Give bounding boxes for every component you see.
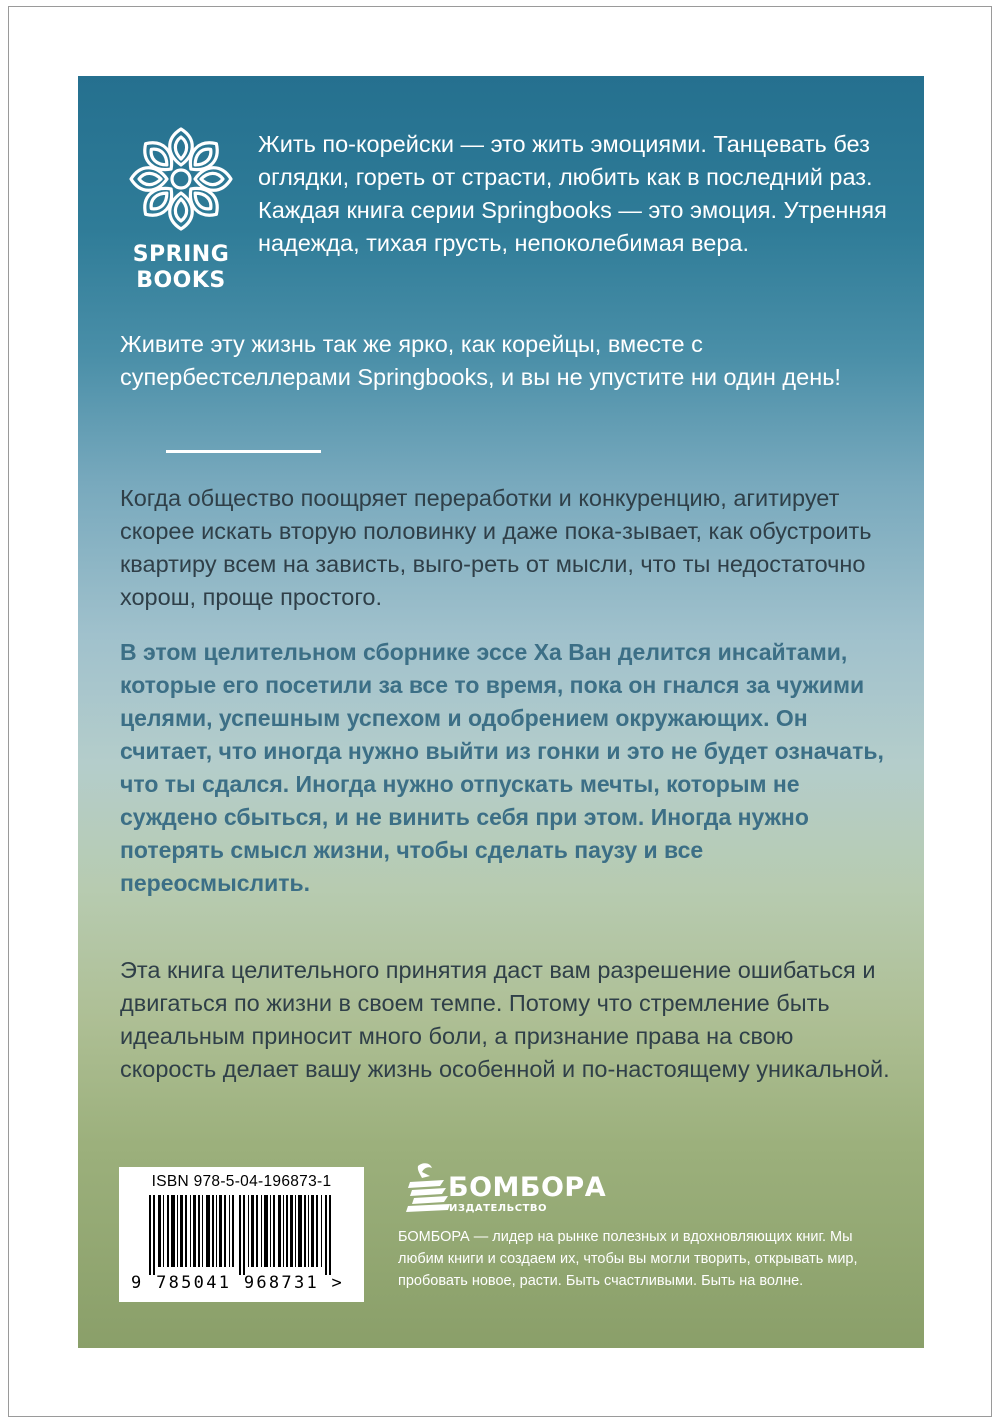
logo-line-books: BOOKS <box>136 268 226 293</box>
annotation-paragraph-2: В этом целительном сборнике эссе Ха Ван делится инсайтами, которые его посетили за все то время, пока он гнался за чужими целями, успешным успехом и одобрением окружающих. Он считает, что иногда нужно выйти из гонки и это не будет означать, что ты сдался. Иногда нужно отпускать мечты, которым не суждено сбыться, и не винить себя при этом. Иногда нужно потерять смысл жизни, чтобы сделать паузу и все переосмыслить. <box>120 639 884 896</box>
annotation-paragraph-3: Эта книга целительного принятия даст вам разрешение ошибаться и двигаться по жизни в своем темпе. Потому что стремление быть идеальным приносит много боли, а признание права на свою скорость делает вашу жизнь особенной и по-настоящему уникальной. <box>120 957 890 1082</box>
isbn-barcode-block <box>119 1167 364 1302</box>
series-intro-text: Жить по-корейски — это жить эмоциями. Танцевать без оглядки, гореть от страсти, любить как в последний раз. Каждая книга серии Springbooks — это эмоция. Утренняя надежда, тихая грусть, непоколебимая вера. <box>258 131 887 256</box>
flower-icon <box>126 124 236 234</box>
divider-line <box>166 450 321 453</box>
series-slogan-text: Живите эту жизнь так же ярко, как корейцы, вместе с супербестселлерами Springbooks, и вы не упустите ни один день! <box>120 331 841 390</box>
barcode-digits: 9 785041 968731 > <box>131 1273 345 1293</box>
back-cover <box>78 76 924 1348</box>
publisher-subtitle: ИЗДАТЕЛЬСТВО <box>449 1203 547 1214</box>
annotation-paragraph-1: Когда общество поощряет переработки и конкуренцию, агитирует скорее искать вторую половинку и даже пока-зывает, как обустроить квартиру всем на зависть, выго-реть от мысли, что ты недостаточно хорош, проще простого. <box>120 485 872 610</box>
logo-line-spring: SPRING <box>132 242 230 267</box>
barcode <box>149 1195 339 1275</box>
springbooks-logo <box>126 124 236 294</box>
publisher-name: БОМБОРА <box>448 1172 607 1203</box>
publisher-description: БОМБОРА — лидер на рынке полезных и вдохновляющих книг. Мы любим книги и создаем их, чтобы вы могли творить, открывать мир, пробовать новое, расти. Быть счастливыми. Быть на волне. <box>398 1229 858 1289</box>
isbn-label: ISBN 978-5-04-196873-1 <box>151 1173 332 1190</box>
